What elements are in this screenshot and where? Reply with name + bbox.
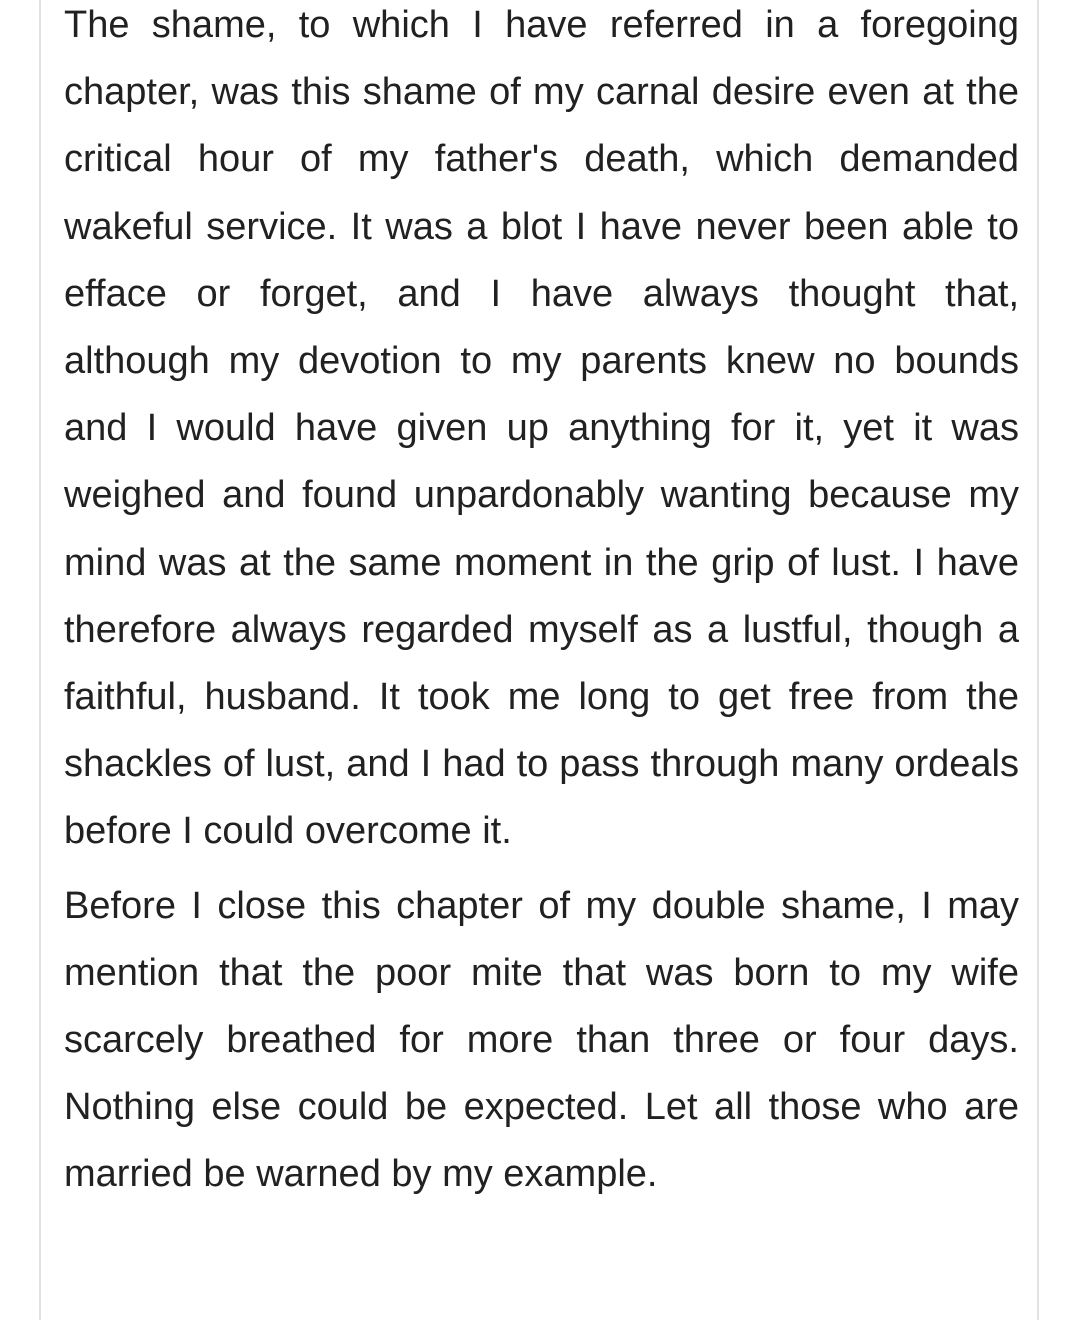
paragraph-2: Before I close this chapter of my double shame, I may mention that the poor mite that was born to my wife scarcely breathed for more than three or four days. Nothing else could be expected. Let all those who are married be warned by my example. <box>64 884 1019 1196</box>
article-body <box>64 0 1019 1209</box>
document-page <box>39 0 1039 1320</box>
paragraph-1: The shame, to which I have referred in a foregoing chapter, was this shame of my carnal desire even at the critical hour of my father's death, which demanded wakeful service. It was a blot I have never been able to efface or forget, and I have always thought that, although my devotion to my parents knew no bounds and I would have given up anything for it, yet it was weighed and found unpardonably wanting because my mind was at the same moment in the grip of lust. I have therefore always regarded myself as a lustful, though a faithful, husband. It took me long to get free from the shackles of lust, and I had to pass through many ordeals before I could overcome it. <box>64 4 1019 853</box>
